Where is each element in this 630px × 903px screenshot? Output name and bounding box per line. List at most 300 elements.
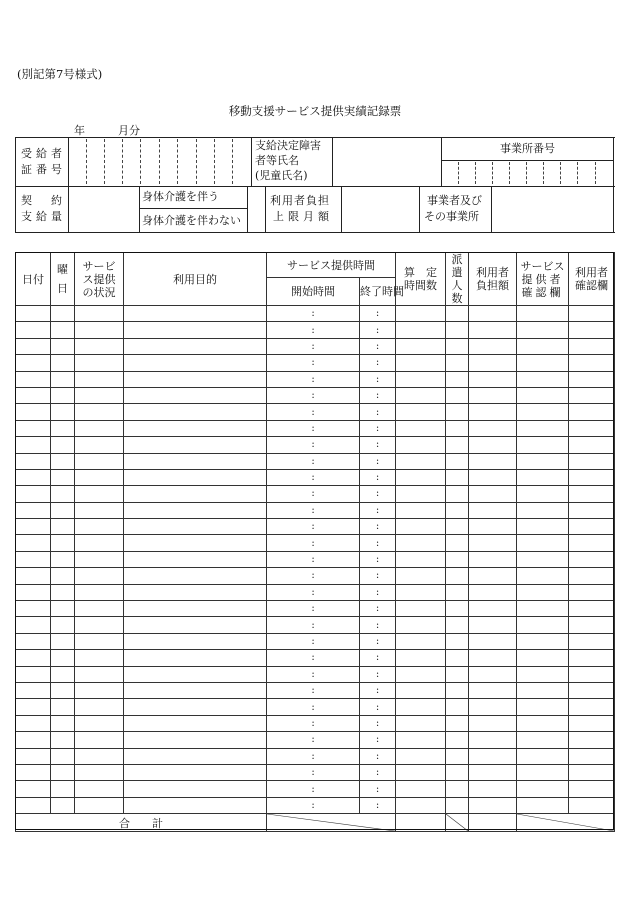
user-confirm-cell[interactable] — [569, 486, 615, 502]
hours-cell[interactable] — [396, 355, 446, 371]
status-cell[interactable] — [75, 420, 124, 436]
burden-cell[interactable] — [469, 486, 517, 502]
staff-cell[interactable] — [446, 322, 469, 338]
hours-cell[interactable] — [396, 584, 446, 600]
end-time-cell[interactable] — [360, 666, 396, 682]
purpose-cell[interactable] — [124, 551, 267, 567]
weekday-cell[interactable] — [51, 568, 75, 584]
weekday-cell[interactable] — [51, 453, 75, 469]
total-burden-cell[interactable] — [469, 814, 517, 832]
staff-cell[interactable] — [446, 338, 469, 354]
end-time-cell[interactable] — [360, 584, 396, 600]
end-time-cell[interactable] — [360, 797, 396, 813]
hours-cell[interactable] — [396, 699, 446, 715]
hours-cell[interactable] — [396, 682, 446, 698]
weekday-cell[interactable] — [51, 666, 75, 682]
hours-cell[interactable] — [396, 601, 446, 617]
user-confirm-cell[interactable] — [569, 387, 615, 403]
user-confirm-cell[interactable] — [569, 502, 615, 518]
purpose-cell[interactable] — [124, 420, 267, 436]
start-time-cell[interactable] — [267, 715, 360, 731]
staff-cell[interactable] — [446, 699, 469, 715]
user-confirm-cell[interactable] — [569, 584, 615, 600]
weekday-cell[interactable] — [51, 617, 75, 633]
staff-cell[interactable] — [446, 666, 469, 682]
user-confirm-cell[interactable] — [569, 469, 615, 485]
date-cell[interactable] — [16, 437, 51, 453]
burden-cell[interactable] — [469, 535, 517, 551]
user-confirm-cell[interactable] — [569, 764, 615, 780]
purpose-cell[interactable] — [124, 601, 267, 617]
end-time-cell[interactable] — [360, 437, 396, 453]
hours-cell[interactable] — [396, 764, 446, 780]
start-time-cell[interactable] — [267, 551, 360, 567]
purpose-cell[interactable] — [124, 650, 267, 666]
status-cell[interactable] — [75, 404, 124, 420]
date-cell[interactable] — [16, 404, 51, 420]
end-time-cell[interactable] — [360, 469, 396, 485]
staff-cell[interactable] — [446, 617, 469, 633]
hours-cell[interactable] — [396, 502, 446, 518]
weekday-cell[interactable] — [51, 764, 75, 780]
start-time-cell[interactable] — [267, 437, 360, 453]
end-time-cell[interactable] — [360, 535, 396, 551]
provider-confirm-cell[interactable] — [517, 764, 569, 780]
burden-cell[interactable] — [469, 617, 517, 633]
weekday-cell[interactable] — [51, 404, 75, 420]
date-cell[interactable] — [16, 551, 51, 567]
purpose-cell[interactable] — [124, 732, 267, 748]
staff-cell[interactable] — [446, 306, 469, 322]
end-time-cell[interactable] — [360, 338, 396, 354]
hours-cell[interactable] — [396, 486, 446, 502]
hours-cell[interactable] — [396, 469, 446, 485]
staff-cell[interactable] — [446, 732, 469, 748]
purpose-cell[interactable] — [124, 453, 267, 469]
purpose-cell[interactable] — [124, 715, 267, 731]
purpose-cell[interactable] — [124, 699, 267, 715]
user-confirm-cell[interactable] — [569, 601, 615, 617]
start-time-cell[interactable] — [267, 338, 360, 354]
staff-cell[interactable] — [446, 502, 469, 518]
hours-cell[interactable] — [396, 551, 446, 567]
start-time-cell[interactable] — [267, 666, 360, 682]
end-time-cell[interactable] — [360, 764, 396, 780]
weekday-cell[interactable] — [51, 535, 75, 551]
purpose-cell[interactable] — [124, 682, 267, 698]
weekday-cell[interactable] — [51, 502, 75, 518]
date-cell[interactable] — [16, 682, 51, 698]
start-time-cell[interactable] — [267, 306, 360, 322]
end-time-cell[interactable] — [360, 781, 396, 797]
purpose-cell[interactable] — [124, 338, 267, 354]
hours-cell[interactable] — [396, 732, 446, 748]
date-cell[interactable] — [16, 650, 51, 666]
burden-cell[interactable] — [469, 748, 517, 764]
burden-cell[interactable] — [469, 453, 517, 469]
burden-cell[interactable] — [469, 371, 517, 387]
user-confirm-cell[interactable] — [569, 551, 615, 567]
provider-confirm-cell[interactable] — [517, 502, 569, 518]
weekday-cell[interactable] — [51, 519, 75, 535]
purpose-cell[interactable] — [124, 486, 267, 502]
start-time-cell[interactable] — [267, 486, 360, 502]
hours-cell[interactable] — [396, 715, 446, 731]
status-cell[interactable] — [75, 699, 124, 715]
end-time-cell[interactable] — [360, 715, 396, 731]
staff-cell[interactable] — [446, 355, 469, 371]
user-confirm-cell[interactable] — [569, 781, 615, 797]
start-time-cell[interactable] — [267, 404, 360, 420]
weekday-cell[interactable] — [51, 469, 75, 485]
hours-cell[interactable] — [396, 535, 446, 551]
provider-confirm-cell[interactable] — [517, 748, 569, 764]
staff-cell[interactable] — [446, 371, 469, 387]
weekday-cell[interactable] — [51, 551, 75, 567]
provider-confirm-cell[interactable] — [517, 355, 569, 371]
staff-cell[interactable] — [446, 387, 469, 403]
provider-confirm-cell[interactable] — [517, 601, 569, 617]
end-time-cell[interactable] — [360, 355, 396, 371]
start-time-cell[interactable] — [267, 355, 360, 371]
purpose-cell[interactable] — [124, 633, 267, 649]
start-time-cell[interactable] — [267, 322, 360, 338]
user-confirm-cell[interactable] — [569, 437, 615, 453]
start-time-cell[interactable] — [267, 633, 360, 649]
provider-confirm-cell[interactable] — [517, 306, 569, 322]
weekday-cell[interactable] — [51, 682, 75, 698]
weekday-cell[interactable] — [51, 371, 75, 387]
hours-cell[interactable] — [396, 797, 446, 813]
date-cell[interactable] — [16, 748, 51, 764]
user-confirm-cell[interactable] — [569, 453, 615, 469]
user-confirm-cell[interactable] — [569, 715, 615, 731]
weekday-cell[interactable] — [51, 715, 75, 731]
user-confirm-cell[interactable] — [569, 420, 615, 436]
staff-cell[interactable] — [446, 682, 469, 698]
purpose-cell[interactable] — [124, 469, 267, 485]
end-time-cell[interactable] — [360, 633, 396, 649]
burden-cell[interactable] — [469, 666, 517, 682]
burden-cell[interactable] — [469, 437, 517, 453]
end-time-cell[interactable] — [360, 650, 396, 666]
user-confirm-cell[interactable] — [569, 338, 615, 354]
hours-cell[interactable] — [396, 519, 446, 535]
weekday-cell[interactable] — [51, 584, 75, 600]
weekday-cell[interactable] — [51, 781, 75, 797]
burden-cell[interactable] — [469, 519, 517, 535]
start-time-cell[interactable] — [267, 371, 360, 387]
user-confirm-cell[interactable] — [569, 617, 615, 633]
provider-confirm-cell[interactable] — [517, 535, 569, 551]
date-cell[interactable] — [16, 633, 51, 649]
start-time-cell[interactable] — [267, 699, 360, 715]
status-cell[interactable] — [75, 715, 124, 731]
status-cell[interactable] — [75, 502, 124, 518]
provider-confirm-cell[interactable] — [517, 551, 569, 567]
end-time-cell[interactable] — [360, 371, 396, 387]
staff-cell[interactable] — [446, 486, 469, 502]
weekday-cell[interactable] — [51, 748, 75, 764]
burden-cell[interactable] — [469, 338, 517, 354]
provider-confirm-cell[interactable] — [517, 699, 569, 715]
user-confirm-cell[interactable] — [569, 535, 615, 551]
start-time-cell[interactable] — [267, 764, 360, 780]
provider-confirm-cell[interactable] — [517, 715, 569, 731]
user-confirm-cell[interactable] — [569, 666, 615, 682]
burden-cell[interactable] — [469, 682, 517, 698]
status-cell[interactable] — [75, 666, 124, 682]
start-time-cell[interactable] — [267, 535, 360, 551]
status-cell[interactable] — [75, 568, 124, 584]
date-cell[interactable] — [16, 519, 51, 535]
purpose-cell[interactable] — [124, 568, 267, 584]
purpose-cell[interactable] — [124, 748, 267, 764]
hours-cell[interactable] — [396, 338, 446, 354]
hours-cell[interactable] — [396, 650, 446, 666]
user-confirm-cell[interactable] — [569, 371, 615, 387]
date-cell[interactable] — [16, 568, 51, 584]
date-cell[interactable] — [16, 797, 51, 813]
burden-cell[interactable] — [469, 715, 517, 731]
provider-confirm-cell[interactable] — [517, 797, 569, 813]
user-confirm-cell[interactable] — [569, 404, 615, 420]
weekday-cell[interactable] — [51, 387, 75, 403]
date-cell[interactable] — [16, 732, 51, 748]
provider-confirm-cell[interactable] — [517, 781, 569, 797]
weekday-cell[interactable] — [51, 732, 75, 748]
user-confirm-cell[interactable] — [569, 633, 615, 649]
date-cell[interactable] — [16, 699, 51, 715]
start-time-cell[interactable] — [267, 568, 360, 584]
status-cell[interactable] — [75, 519, 124, 535]
staff-cell[interactable] — [446, 764, 469, 780]
provider-confirm-cell[interactable] — [517, 568, 569, 584]
provider-confirm-cell[interactable] — [517, 404, 569, 420]
date-cell[interactable] — [16, 371, 51, 387]
end-time-cell[interactable] — [360, 732, 396, 748]
purpose-cell[interactable] — [124, 306, 267, 322]
start-time-cell[interactable] — [267, 650, 360, 666]
staff-cell[interactable] — [446, 519, 469, 535]
provider-confirm-cell[interactable] — [517, 584, 569, 600]
date-cell[interactable] — [16, 322, 51, 338]
date-cell[interactable] — [16, 535, 51, 551]
start-time-cell[interactable] — [267, 453, 360, 469]
purpose-cell[interactable] — [124, 617, 267, 633]
hours-cell[interactable] — [396, 666, 446, 682]
start-time-cell[interactable] — [267, 797, 360, 813]
hours-cell[interactable] — [396, 633, 446, 649]
staff-cell[interactable] — [446, 420, 469, 436]
provider-confirm-cell[interactable] — [517, 338, 569, 354]
burden-cell[interactable] — [469, 469, 517, 485]
end-time-cell[interactable] — [360, 699, 396, 715]
end-time-cell[interactable] — [360, 502, 396, 518]
purpose-cell[interactable] — [124, 355, 267, 371]
weekday-cell[interactable] — [51, 306, 75, 322]
hours-cell[interactable] — [396, 322, 446, 338]
purpose-cell[interactable] — [124, 764, 267, 780]
weekday-cell[interactable] — [51, 797, 75, 813]
provider-confirm-cell[interactable] — [517, 666, 569, 682]
purpose-cell[interactable] — [124, 584, 267, 600]
status-cell[interactable] — [75, 551, 124, 567]
end-time-cell[interactable] — [360, 404, 396, 420]
staff-cell[interactable] — [446, 633, 469, 649]
burden-cell[interactable] — [469, 584, 517, 600]
user-confirm-cell[interactable] — [569, 748, 615, 764]
status-cell[interactable] — [75, 601, 124, 617]
staff-cell[interactable] — [446, 601, 469, 617]
start-time-cell[interactable] — [267, 682, 360, 698]
end-time-cell[interactable] — [360, 617, 396, 633]
date-cell[interactable] — [16, 502, 51, 518]
date-cell[interactable] — [16, 781, 51, 797]
staff-cell[interactable] — [446, 797, 469, 813]
purpose-cell[interactable] — [124, 404, 267, 420]
burden-cell[interactable] — [469, 568, 517, 584]
provider-confirm-cell[interactable] — [517, 420, 569, 436]
provider-confirm-cell[interactable] — [517, 469, 569, 485]
end-time-cell[interactable] — [360, 601, 396, 617]
weekday-cell[interactable] — [51, 355, 75, 371]
purpose-cell[interactable] — [124, 322, 267, 338]
provider-confirm-cell[interactable] — [517, 617, 569, 633]
purpose-cell[interactable] — [124, 519, 267, 535]
burden-cell[interactable] — [469, 355, 517, 371]
staff-cell[interactable] — [446, 781, 469, 797]
date-cell[interactable] — [16, 306, 51, 322]
staff-cell[interactable] — [446, 650, 469, 666]
date-cell[interactable] — [16, 420, 51, 436]
weekday-cell[interactable] — [51, 437, 75, 453]
staff-cell[interactable] — [446, 584, 469, 600]
status-cell[interactable] — [75, 453, 124, 469]
user-confirm-cell[interactable] — [569, 519, 615, 535]
date-cell[interactable] — [16, 387, 51, 403]
hours-cell[interactable] — [396, 568, 446, 584]
burden-cell[interactable] — [469, 732, 517, 748]
user-confirm-cell[interactable] — [569, 650, 615, 666]
start-time-cell[interactable] — [267, 781, 360, 797]
burden-cell[interactable] — [469, 306, 517, 322]
staff-cell[interactable] — [446, 551, 469, 567]
provider-confirm-cell[interactable] — [517, 437, 569, 453]
weekday-cell[interactable] — [51, 601, 75, 617]
provider-confirm-cell[interactable] — [517, 486, 569, 502]
burden-cell[interactable] — [469, 699, 517, 715]
hours-cell[interactable] — [396, 748, 446, 764]
status-cell[interactable] — [75, 306, 124, 322]
start-time-cell[interactable] — [267, 601, 360, 617]
user-confirm-cell[interactable] — [569, 355, 615, 371]
date-cell[interactable] — [16, 453, 51, 469]
provider-confirm-cell[interactable] — [517, 650, 569, 666]
weekday-cell[interactable] — [51, 420, 75, 436]
end-time-cell[interactable] — [360, 420, 396, 436]
end-time-cell[interactable] — [360, 519, 396, 535]
purpose-cell[interactable] — [124, 781, 267, 797]
date-cell[interactable] — [16, 486, 51, 502]
user-confirm-cell[interactable] — [569, 732, 615, 748]
provider-confirm-cell[interactable] — [517, 732, 569, 748]
end-time-cell[interactable] — [360, 486, 396, 502]
end-time-cell[interactable] — [360, 387, 396, 403]
hours-cell[interactable] — [396, 437, 446, 453]
hours-cell[interactable] — [396, 617, 446, 633]
purpose-cell[interactable] — [124, 666, 267, 682]
burden-cell[interactable] — [469, 601, 517, 617]
date-cell[interactable] — [16, 355, 51, 371]
staff-cell[interactable] — [446, 748, 469, 764]
user-confirm-cell[interactable] — [569, 322, 615, 338]
purpose-cell[interactable] — [124, 371, 267, 387]
end-time-cell[interactable] — [360, 306, 396, 322]
provider-confirm-cell[interactable] — [517, 371, 569, 387]
end-time-cell[interactable] — [360, 682, 396, 698]
date-cell[interactable] — [16, 666, 51, 682]
staff-cell[interactable] — [446, 437, 469, 453]
status-cell[interactable] — [75, 584, 124, 600]
weekday-cell[interactable] — [51, 633, 75, 649]
provider-confirm-cell[interactable] — [517, 453, 569, 469]
purpose-cell[interactable] — [124, 535, 267, 551]
purpose-cell[interactable] — [124, 387, 267, 403]
end-time-cell[interactable] — [360, 551, 396, 567]
hours-cell[interactable] — [396, 371, 446, 387]
burden-cell[interactable] — [469, 781, 517, 797]
status-cell[interactable] — [75, 633, 124, 649]
hours-cell[interactable] — [396, 387, 446, 403]
hours-cell[interactable] — [396, 453, 446, 469]
purpose-cell[interactable] — [124, 797, 267, 813]
provider-confirm-cell[interactable] — [517, 387, 569, 403]
burden-cell[interactable] — [469, 387, 517, 403]
burden-cell[interactable] — [469, 420, 517, 436]
staff-cell[interactable] — [446, 715, 469, 731]
hours-cell[interactable] — [396, 781, 446, 797]
start-time-cell[interactable] — [267, 584, 360, 600]
status-cell[interactable] — [75, 732, 124, 748]
date-cell[interactable] — [16, 601, 51, 617]
user-confirm-cell[interactable] — [569, 699, 615, 715]
weekday-cell[interactable] — [51, 486, 75, 502]
end-time-cell[interactable] — [360, 453, 396, 469]
provider-confirm-cell[interactable] — [517, 682, 569, 698]
hours-cell[interactable] — [396, 404, 446, 420]
burden-cell[interactable] — [469, 650, 517, 666]
status-cell[interactable] — [75, 338, 124, 354]
staff-cell[interactable] — [446, 535, 469, 551]
hours-cell[interactable] — [396, 306, 446, 322]
purpose-cell[interactable] — [124, 502, 267, 518]
weekday-cell[interactable] — [51, 650, 75, 666]
status-cell[interactable] — [75, 486, 124, 502]
start-time-cell[interactable] — [267, 732, 360, 748]
status-cell[interactable] — [75, 797, 124, 813]
total-hours-cell[interactable] — [396, 814, 446, 832]
burden-cell[interactable] — [469, 797, 517, 813]
status-cell[interactable] — [75, 355, 124, 371]
date-cell[interactable] — [16, 338, 51, 354]
start-time-cell[interactable] — [267, 469, 360, 485]
hours-cell[interactable] — [396, 420, 446, 436]
status-cell[interactable] — [75, 748, 124, 764]
date-cell[interactable] — [16, 764, 51, 780]
status-cell[interactable] — [75, 781, 124, 797]
burden-cell[interactable] — [469, 502, 517, 518]
